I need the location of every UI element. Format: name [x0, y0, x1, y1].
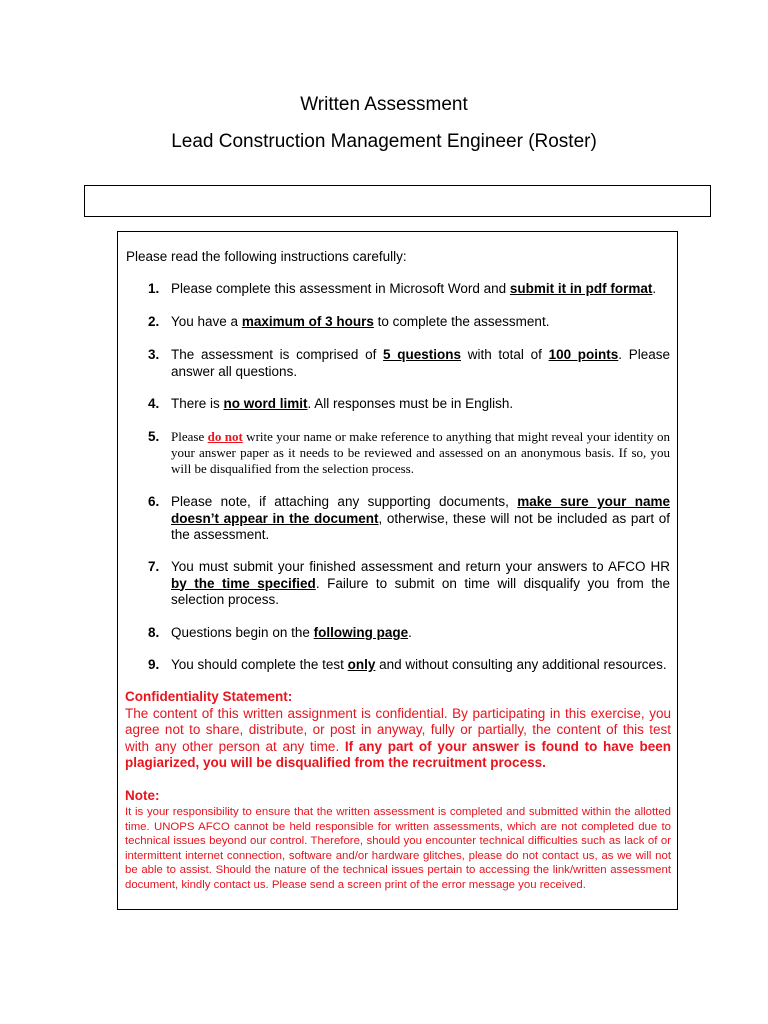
instruction-item: You should complete the test only and without consulting any additional resources.	[171, 657, 667, 672]
page-title: Written Assessment	[300, 94, 468, 115]
instructions-intro: Please read the following instructions carefully:	[126, 249, 407, 264]
page-subtitle: Lead Construction Management Engineer (Roster)	[171, 131, 597, 152]
instruction-item: Please do not write your name or make reference to anything that might reveal your identity on your answer paper as it needs to be reviewed and assessed on an anonymous basis. If so, you will be disqualified from the selection process.	[171, 429, 670, 476]
instruction-item: You must submit your finished assessment and return your answers to AFCO HR by the time specified. Failure to submit on time will disqualify you from the selection process.	[171, 559, 670, 607]
item-number: 4.	[148, 396, 160, 411]
item-number: 8.	[148, 625, 160, 640]
note-heading: Note:	[125, 788, 160, 803]
item-number: 6.	[148, 494, 160, 509]
item-number: 1.	[148, 281, 160, 296]
instruction-item: Please note, if attaching any supporting documents, make sure your name doesn’t appear in the document, otherwise, these will not be included as part of the assessment.	[171, 494, 670, 542]
item-number: 5.	[148, 429, 160, 444]
instruction-item: Please complete this assessment in Microsoft Word and submit it in pdf format.	[171, 281, 657, 296]
confidentiality-body: The content of this written assignment is confidential. By participating in this exercise, you agree not to share, distribute, or post in anyway, fully or partially, the content of this test with any other person at any time. If any part of your answer is found to have been plagiarized, you will be disqualified from the recruitment process.	[125, 705, 671, 770]
instruction-item: You have a maximum of 3 hours to complete the assessment.	[171, 314, 550, 329]
item-number: 9.	[148, 657, 160, 672]
confidentiality-heading: Confidentiality Statement:	[125, 689, 293, 704]
item-number: 3.	[148, 347, 160, 362]
candidate-id-box	[84, 185, 711, 217]
note-body: It is your responsibility to ensure that the written assessment is completed and submitted within the allotted time. UNOPS AFCO cannot be held responsible for written assessments, which are not completed due to technical issues beyond our control. Therefore, should you encounter technical difficulties such as lack of or intermittent internet connection, software and/or hardware glitches, please do not contact us, as we will not be able to assist. Should the nature of the technical issues pertain to accessing the link/written assessment document, kindly contact us. Please send a screen print of the error message you received.	[125, 806, 671, 891]
instruction-item: Questions begin on the following page.	[171, 625, 412, 640]
instruction-item: The assessment is comprised of 5 questions with total of 100 points. Please answer all questions.	[171, 347, 671, 379]
item-number: 2.	[148, 314, 160, 329]
item-number: 7.	[148, 559, 160, 574]
instruction-item: There is no word limit. All responses must be in English.	[171, 396, 514, 411]
confidentiality-statement	[125, 689, 671, 772]
